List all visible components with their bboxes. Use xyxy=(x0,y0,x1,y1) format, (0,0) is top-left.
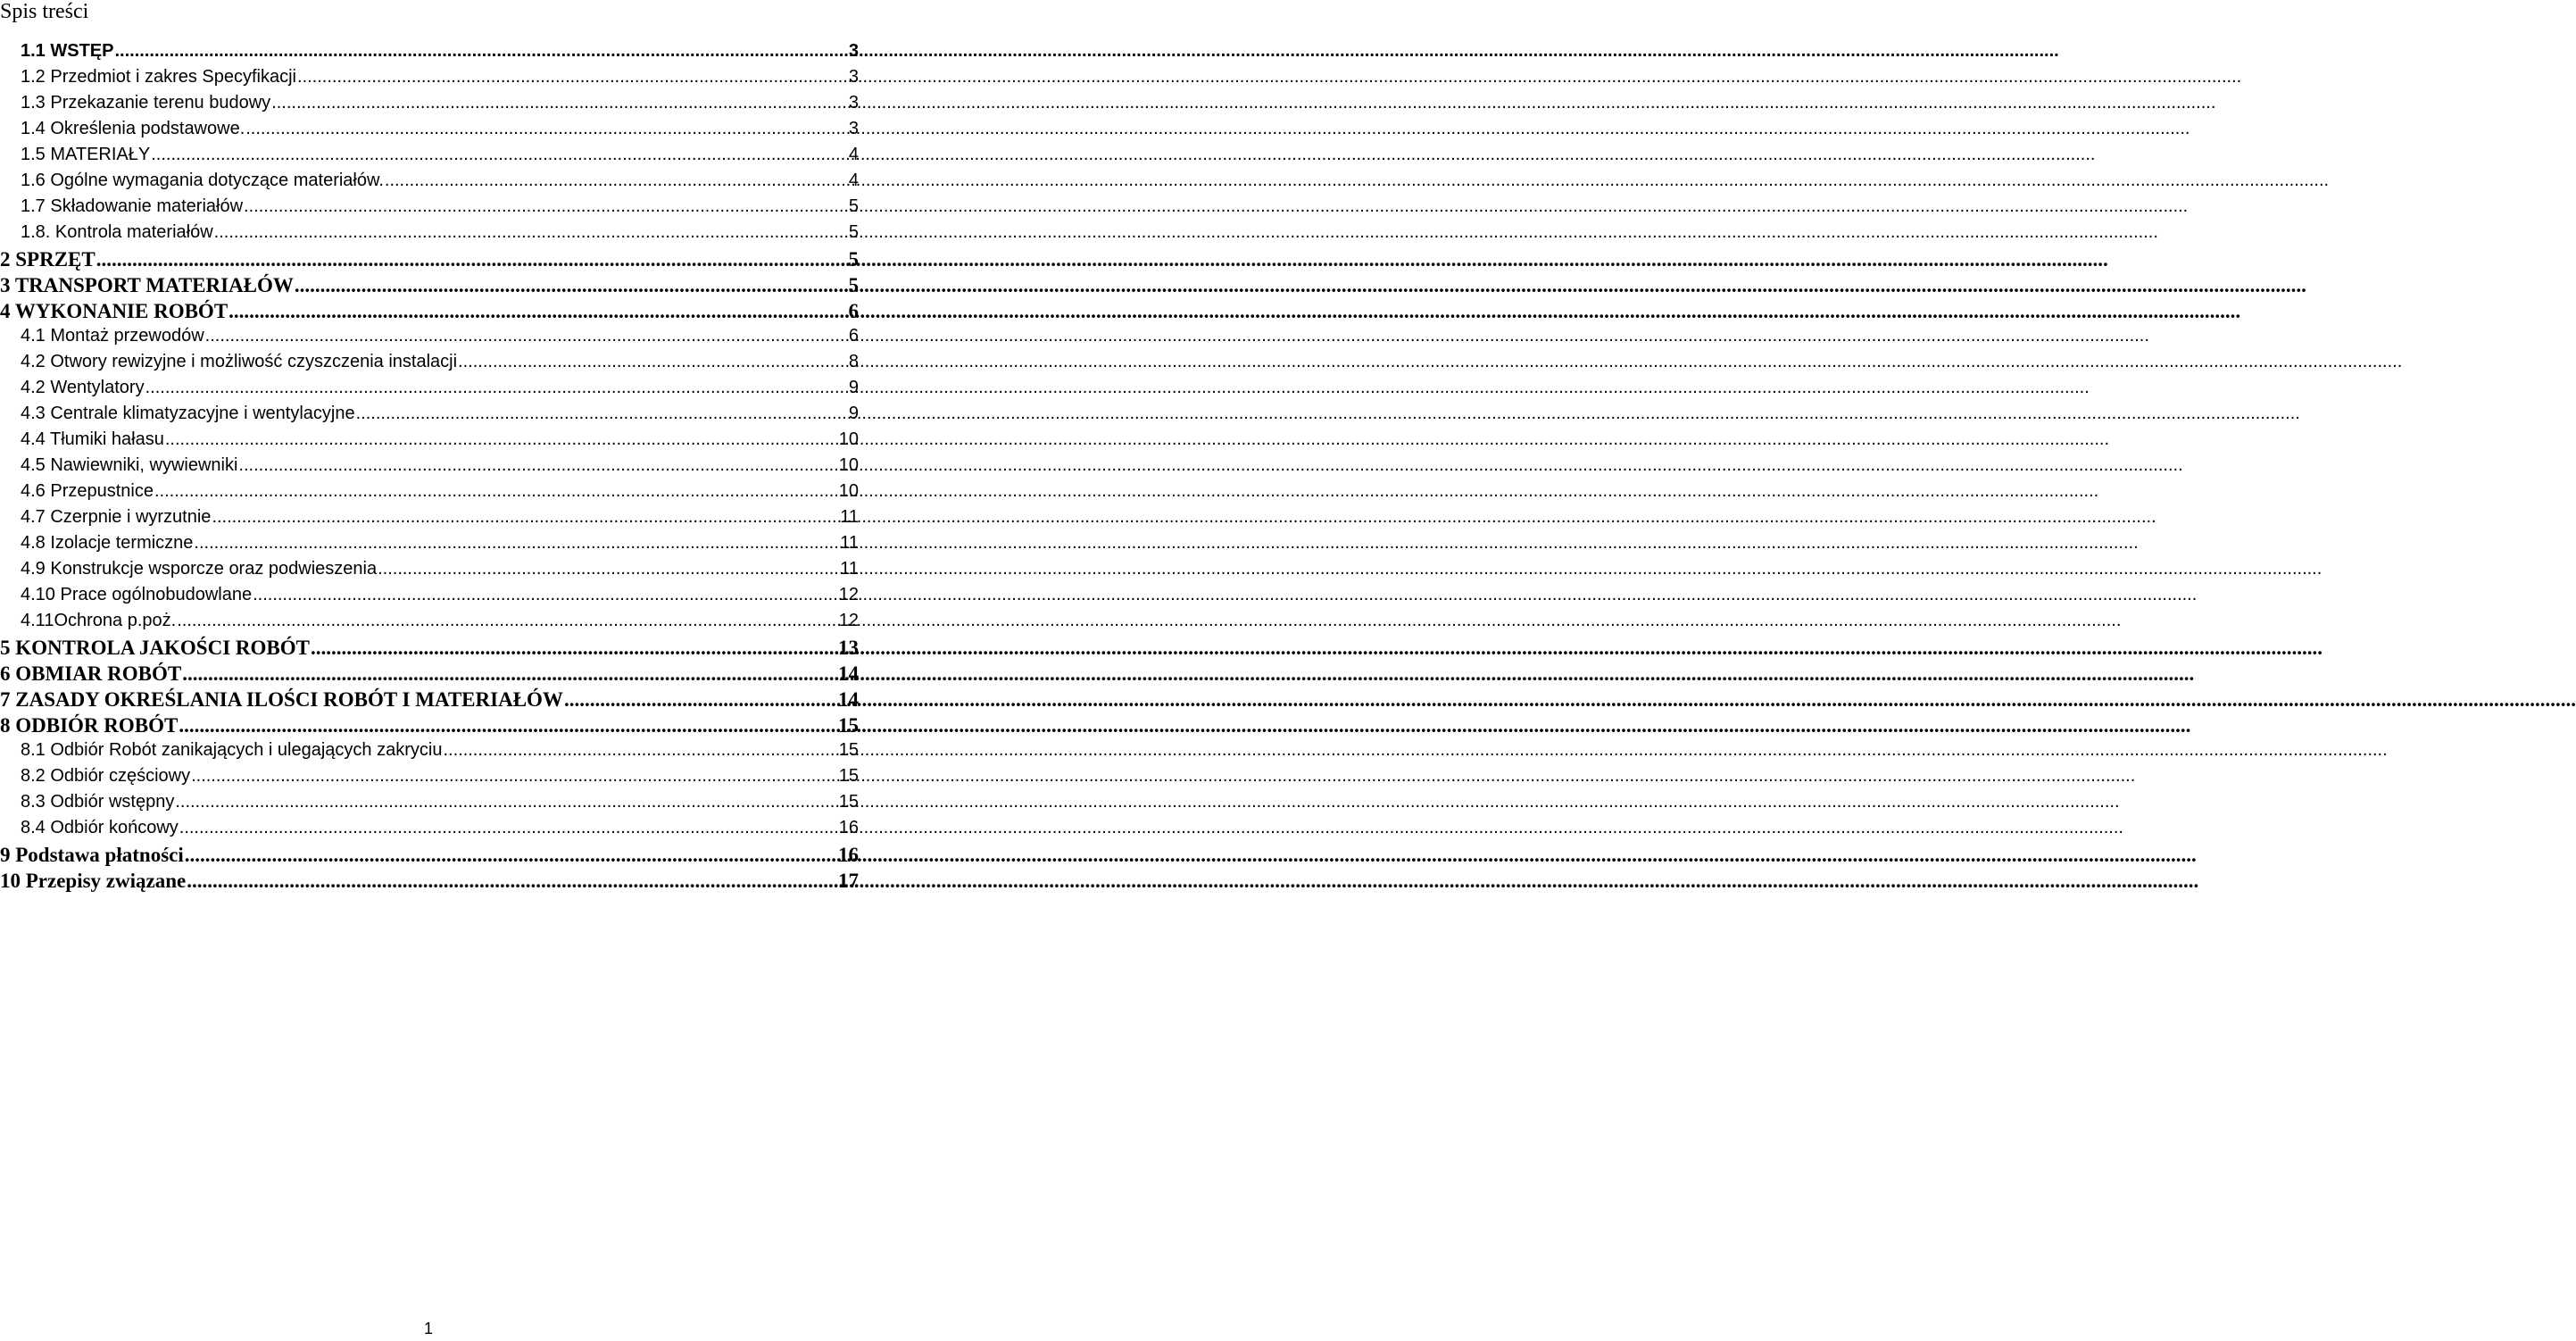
toc-entry-page: 6 xyxy=(848,300,859,322)
toc-entry[interactable] xyxy=(0,41,859,67)
toc-entry-page: 5 xyxy=(848,222,859,242)
toc-entry-page: 11 xyxy=(840,507,859,527)
toc-entry-label: 7 ZASADY OKREŚLANIA ILOŚCI ROBÓT I MATERIAŁÓW xyxy=(0,688,563,711)
toc-dot-leader xyxy=(114,41,848,62)
toc-entry-label: 4.1 Montaż przewodów xyxy=(21,326,204,346)
toc-entry-page: 14 xyxy=(838,662,859,685)
toc-entry-page: 5 xyxy=(848,248,859,271)
toc-entry[interactable] xyxy=(0,688,859,714)
toc-dot-leader xyxy=(179,714,838,737)
toc-entry-label: 2 SPRZĘT xyxy=(0,248,96,271)
toc-dot-leader xyxy=(311,637,838,660)
toc-entry[interactable] xyxy=(0,740,859,766)
toc-entry-page: 11 xyxy=(840,559,859,579)
toc-entry[interactable] xyxy=(0,274,859,300)
toc-entry-page: 10 xyxy=(838,429,859,449)
toc-entry-page: 8 xyxy=(848,352,859,371)
toc-entry-label: 8.3 Odbiór wstępny xyxy=(21,792,175,812)
toc-entry-page: 12 xyxy=(838,585,859,604)
toc-entry[interactable] xyxy=(0,378,859,404)
toc-entry-label: 4.10 Prace ogólnobudowlane xyxy=(21,585,253,604)
toc-dot-leader xyxy=(151,145,849,165)
toc-dot-leader xyxy=(194,533,840,554)
toc-entry-label: 9 Podstawa płatności xyxy=(0,844,184,866)
toc-entry-label: 1.8. Kontrola materiałów xyxy=(21,222,213,242)
toc-entry-page: 14 xyxy=(838,688,859,711)
toc-entry[interactable] xyxy=(0,792,859,818)
toc-entry-label: 1.7 Składowanie materiałów xyxy=(21,196,244,216)
toc-entry-page: 3 xyxy=(848,41,859,61)
toc-dot-leader xyxy=(179,818,839,838)
toc-entry-page: 12 xyxy=(838,611,859,630)
toc-entry-label: 4.8 Izolacje termiczne xyxy=(21,533,194,553)
toc-entry[interactable] xyxy=(0,404,859,429)
toc-entry-page: 17 xyxy=(838,870,859,892)
toc-entry-page: 13 xyxy=(838,637,859,659)
toc-dot-leader xyxy=(165,429,839,450)
toc-entry-page: 15 xyxy=(838,766,859,786)
toc-dot-leader xyxy=(244,196,849,217)
toc-entry[interactable] xyxy=(0,67,859,93)
toc-entry-page: 15 xyxy=(838,714,859,737)
toc-entry-label: 1.3 Przekazanie terenu budowy xyxy=(21,93,271,112)
toc-dot-leader xyxy=(564,688,838,712)
toc-entry-page: 4 xyxy=(848,145,859,164)
toc-entry-page: 6 xyxy=(848,326,859,346)
toc-dot-leader xyxy=(191,766,839,787)
toc-dot-leader xyxy=(229,300,848,323)
toc-entry[interactable] xyxy=(0,714,859,740)
toc-entry-label: 4.3 Centrale klimatyzacyjne i wentylacyjne xyxy=(21,404,355,423)
toc-entry-label: 1.2 Przedmiot i zakres Specyfikacji xyxy=(21,67,297,87)
toc-entry[interactable] xyxy=(0,662,859,688)
toc-entry[interactable] xyxy=(0,507,859,533)
toc-entry-label: 1.6 Ogólne wymagania dotyczące materiałów. xyxy=(21,171,384,190)
toc-entry[interactable] xyxy=(0,222,859,248)
toc-entry[interactable] xyxy=(0,119,859,145)
toc-entry[interactable] xyxy=(0,637,859,662)
toc-entry[interactable] xyxy=(0,585,859,611)
toc-entry-page: 9 xyxy=(848,378,859,397)
toc-entry-page: 15 xyxy=(838,740,859,760)
toc-entry-page: 3 xyxy=(848,67,859,87)
toc-dot-leader xyxy=(458,352,849,372)
toc-entry[interactable] xyxy=(0,766,859,792)
page-number: 1 xyxy=(423,1320,433,1337)
toc-entry[interactable] xyxy=(0,196,859,222)
toc-dot-leader xyxy=(177,611,839,631)
toc-entry-page: 10 xyxy=(838,455,859,475)
toc-entry-page: 15 xyxy=(838,792,859,812)
toc-entry[interactable] xyxy=(0,455,859,481)
toc-entry[interactable] xyxy=(0,844,859,870)
toc-entry-label: 6 OBMIAR ROBÓT xyxy=(0,662,182,685)
toc-entry-page: 10 xyxy=(838,481,859,501)
toc-dot-leader xyxy=(154,481,839,502)
toc-entry-page: 4 xyxy=(848,171,859,190)
toc-entry-label: 8.4 Odbiór końcowy xyxy=(21,818,179,837)
toc-entry-label: 4.7 Czerpnie i wyrzutnie xyxy=(21,507,212,527)
toc-entry-label: 1.1 WSTĘP xyxy=(21,41,114,61)
toc-entry-label: 1.5 MATERIAŁY xyxy=(21,145,151,164)
toc-entry-label: 4.6 Przepustnice xyxy=(21,481,154,501)
toc-entry[interactable] xyxy=(0,352,859,378)
toc-dot-leader xyxy=(443,740,838,761)
toc-entry-label: 8 ODBIÓR ROBÓT xyxy=(0,714,179,737)
toc-entry[interactable] xyxy=(0,171,859,196)
toc-entry[interactable] xyxy=(0,481,859,507)
toc-entry[interactable] xyxy=(0,93,859,119)
toc-dot-leader xyxy=(185,844,838,867)
toc-entry-page: 5 xyxy=(848,274,859,296)
toc-entry-page: 3 xyxy=(848,119,859,138)
toc-dot-leader xyxy=(238,455,838,476)
toc-entry-label: 4.9 Konstrukcje wsporcze oraz podwieszenia xyxy=(21,559,378,579)
toc-entry-page: 9 xyxy=(848,404,859,423)
toc-dot-leader xyxy=(214,222,849,243)
toc-entry-page: 11 xyxy=(840,533,859,553)
toc-dot-leader xyxy=(271,93,849,113)
toc-entry[interactable] xyxy=(0,145,859,171)
toc-entry[interactable] xyxy=(0,818,859,844)
toc-dot-leader xyxy=(297,67,849,87)
toc-dot-leader xyxy=(175,792,838,812)
toc-entry-label: 4.2 Wentylatory xyxy=(21,378,145,397)
toc-entry-page: 5 xyxy=(848,196,859,216)
toc-entry-page: 16 xyxy=(838,844,859,866)
toc-entry-label: 1.4 Określenia podstawowe. xyxy=(21,119,245,138)
toc-dot-leader xyxy=(205,326,849,346)
toc-entry[interactable] xyxy=(0,533,859,559)
toc-dot-leader xyxy=(145,378,849,398)
toc-dot-leader xyxy=(212,507,840,528)
toc-entry-page: 16 xyxy=(838,818,859,837)
page-title: Spis treści xyxy=(0,0,89,23)
table-of-contents xyxy=(0,41,859,895)
toc-entry-label: 8.2 Odbiór częściowy xyxy=(21,766,191,786)
toc-entry-label: 4.11Ochrona p.poż. xyxy=(21,611,177,630)
toc-dot-leader xyxy=(245,119,849,139)
toc-dot-leader xyxy=(385,171,849,191)
toc-entry-label: 4.5 Nawiewniki, wywiewniki xyxy=(21,455,238,475)
toc-entry[interactable] xyxy=(0,870,859,895)
toc-dot-leader xyxy=(187,870,838,893)
toc-dot-leader xyxy=(96,248,849,271)
toc-dot-leader xyxy=(253,585,839,605)
toc-entry-label: 10 Przepisy związane xyxy=(0,870,187,892)
toc-entry[interactable] xyxy=(0,300,859,326)
toc-entry-label: 4.4 Tłumiki hałasu xyxy=(21,429,164,449)
toc-dot-leader xyxy=(378,559,840,579)
toc-dot-leader xyxy=(356,404,849,424)
toc-entry-label: 4.2 Otwory rewizyjne i możliwość czyszczenia instalacji xyxy=(21,352,458,371)
toc-entry-label: 8.1 Odbiór Robót zanikających i ulegających zakryciu xyxy=(21,740,443,760)
toc-entry[interactable] xyxy=(0,559,859,585)
toc-dot-leader xyxy=(295,274,849,297)
toc-entry-label: 4 WYKONANIE ROBÓT xyxy=(0,300,229,322)
toc-entry-label: 5 KONTROLA JAKOŚCI ROBÓT xyxy=(0,637,310,659)
toc-dot-leader xyxy=(182,662,838,686)
toc-entry[interactable] xyxy=(0,326,859,352)
toc-entry[interactable] xyxy=(0,429,859,455)
toc-entry-label: 3 TRANSPORT MATERIAŁÓW xyxy=(0,274,294,296)
toc-entry[interactable] xyxy=(0,248,859,274)
toc-entry[interactable] xyxy=(0,611,859,637)
toc-entry-page: 3 xyxy=(848,93,859,112)
